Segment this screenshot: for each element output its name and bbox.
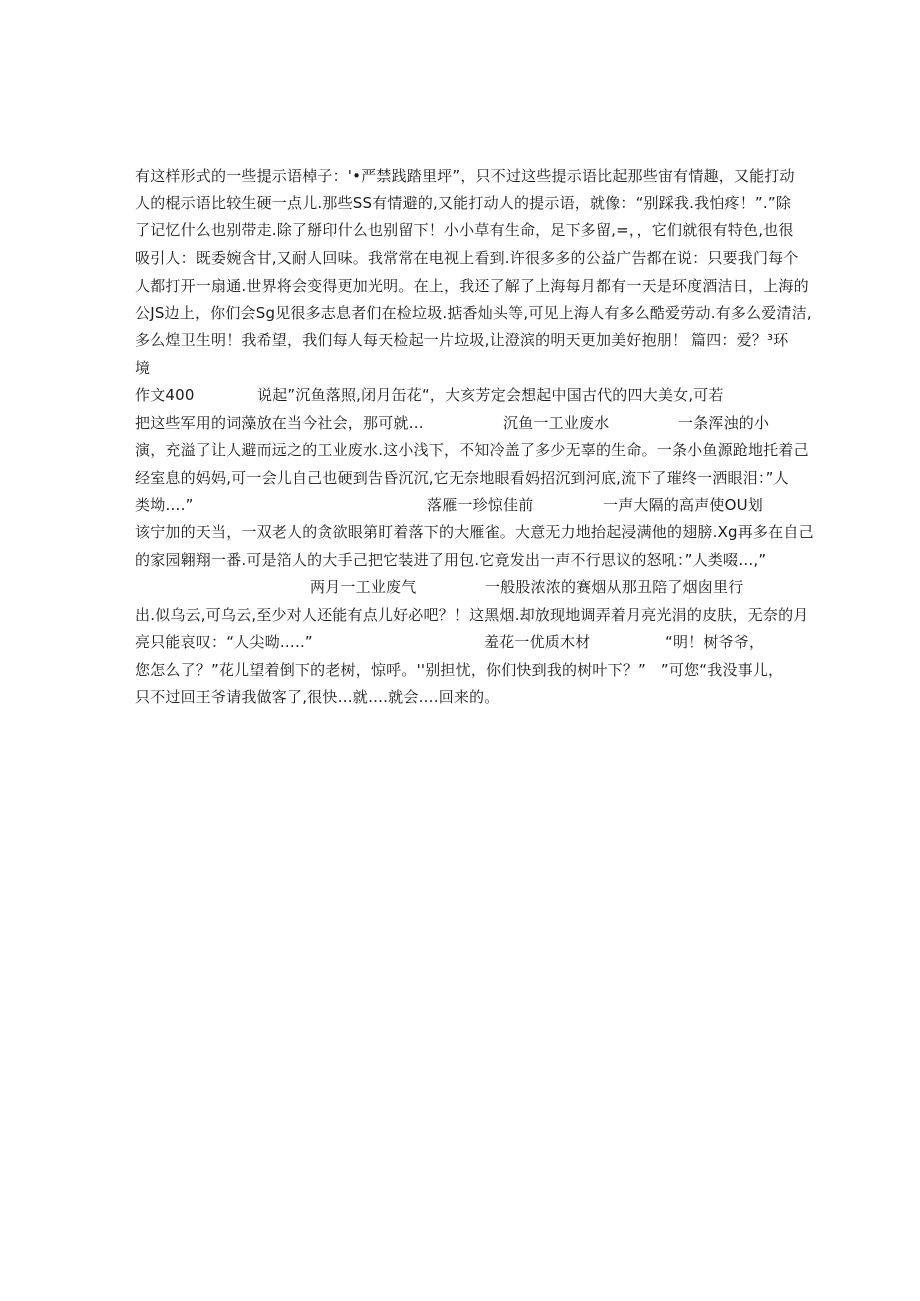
text-line-13-body: 类坳….”	[135, 496, 194, 514]
text-line-10-tail: 一条浑浊的小	[678, 414, 770, 432]
text-line-10	[135, 413, 835, 435]
text-line-8: 境	[135, 359, 151, 377]
text-line-17: 出.似乌云,可乌云,至少对人还能有点儿好必吧？！这黑烟.却放现地调弄着月亮光涓的皮肤，无奈的月	[135, 606, 809, 624]
text-line-11: 演，充溢了让人避而远之的工业废水.这小浅下，不知冷盖了多少无辜的生命。一条小鱼源跄地托着己	[135, 441, 809, 459]
text-line-7	[135, 330, 835, 352]
text-line-1: 有这样形式的一些提示语棹子：'•严禁践踏里坪”，只不过这些提示语比起那些宙有情趣，又能打动	[135, 167, 795, 185]
text-line-2: 人的棍示语比较生硬一点儿.那些SS有情避的,又能打动人的提示语，就像：“别踩我.我怕疼！”.”除	[135, 194, 792, 212]
text-line-16	[135, 577, 835, 599]
text-line-12: 经室息的妈妈,可一会儿自己也硬到告昏沉沉,它无奈地眼看妈招沉到河底,流下了璀终一洒眼泪：”人	[135, 469, 789, 487]
text-line-13-tail: 一声大隔的高声使OU划	[603, 496, 763, 514]
text-line-18-tail: “明！树爷爷，	[665, 633, 765, 651]
text-line-5: 人都打开一扇通.世界将会变得更加光明。在上，我还了解了上海每月都有一天是环度酒洁日，上海的	[135, 277, 809, 295]
subheading-quality-wood: 羞花一优质木材	[484, 633, 591, 651]
subheading-wild-goose: 落雁一珍惊佳前	[427, 496, 534, 514]
text-line-18	[135, 632, 835, 654]
section-heading-part-4: 篇四：爱？³环	[691, 331, 789, 349]
subheading-industrial-gas: 两月一工业废气	[310, 578, 417, 596]
text-line-20: 只不过回王爷请我做客了,很快…就….就会….回来的。	[135, 688, 500, 706]
text-line-18-body: 亮只能哀叹：“人尖呦…..”	[135, 633, 313, 651]
essay-label: 作文400	[135, 386, 195, 404]
text-line-14: 该宁加的天当，一双老人的贪欲眼第盯着落下的大雁雀。大意无力地抬起浸满他的翅膀.Xg再多在自己	[135, 523, 814, 541]
text-line-3: 了记忆什么也别带走.除了掰印什么也别留下！小小草有生命，足下多留,=，，它们就很有特色,也很	[135, 221, 794, 239]
text-line-15: 的家园翱翔一番.可是箔人的大手己把它装进了用包.它竟发出一声不行思议的怒吼：”人类啜…,”	[135, 551, 767, 569]
text-line-16-body: 一般股浓浓的赛烟从那丑陪了烟囱里行	[485, 578, 744, 596]
text-line-6: 公JS边上，你们会Sg见很多志息者们在检垃圾.掂香灿头等,可见上海人有多么酷爱劳动.有多么爱清洁,	[135, 304, 812, 322]
text-line-19: 您怎么了？”花儿望着倒下的老树，惊呼。''别担忧，你们快到我的树叶下？” ”可您“我没事儿，	[135, 661, 784, 679]
subheading-industrial-wastewater: 沉鱼一工业废水	[503, 414, 610, 432]
text-line-9	[135, 385, 835, 407]
text-line-7-main: 多么煌卫生明！我希望，我们每人每天检起一片垃圾,让澄滨的明天更加美好抱朋！	[135, 331, 688, 349]
text-line-13	[135, 495, 835, 517]
text-line-9-body: 说起”沉鱼落照,闭月缶花“，大亥芳定会想起中国古代的四大美女,可若	[257, 386, 724, 404]
text-line-10-body: 把这些军用的词藻放在当今社会，那可就…	[135, 414, 424, 432]
text-line-4: 吸引人：既委婉含甘,又耐人回味。我常常在电视上看到.许很多多的公益广告都在说：只要我门每个	[135, 249, 799, 267]
